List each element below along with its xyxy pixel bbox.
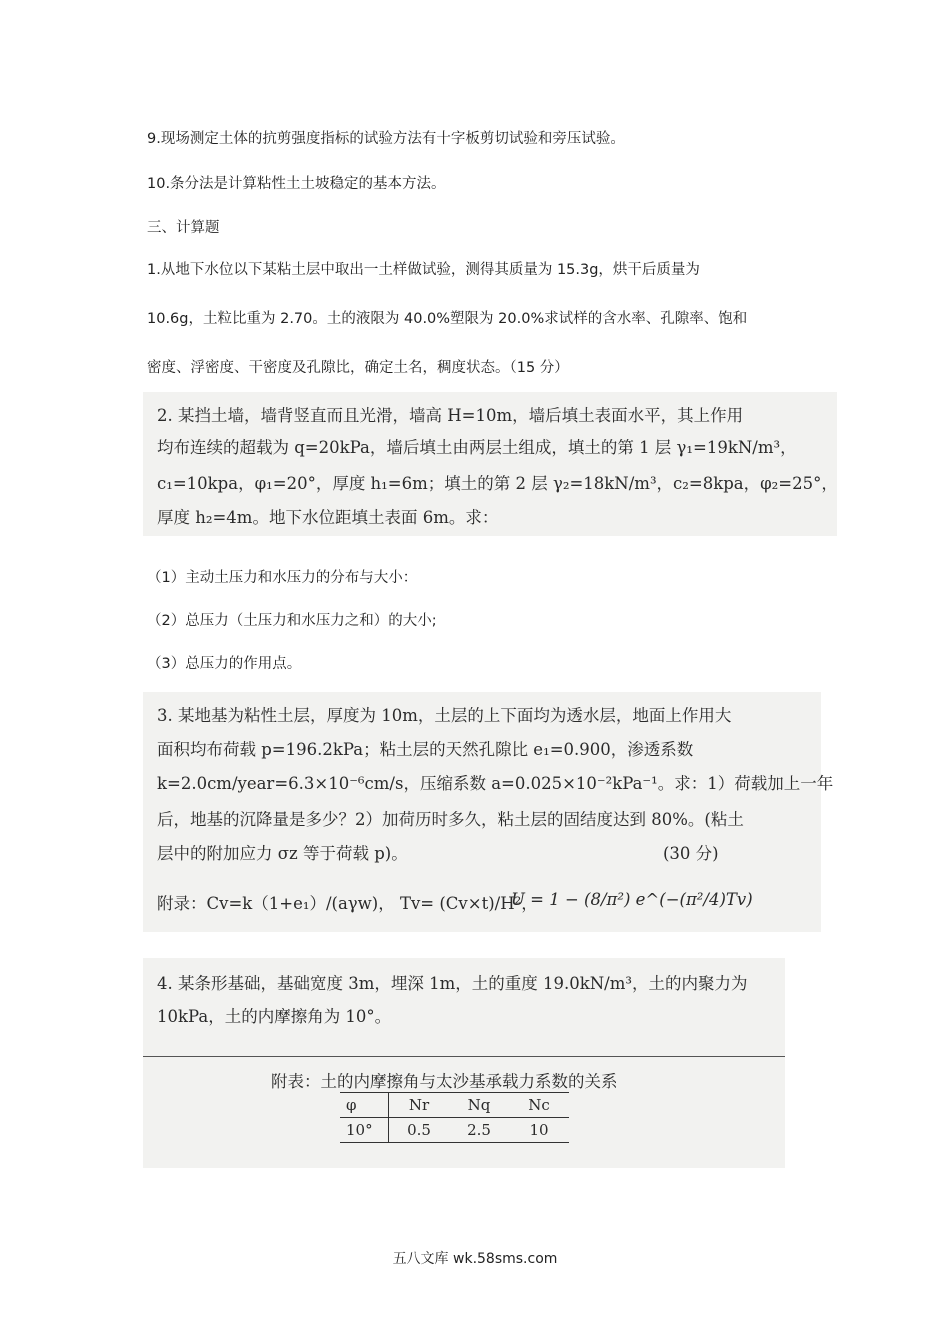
question-3-row-1: 3. 某地基为粘性土层，厚度为 10m，土层的上下面均为透水层，地面上作用大 (157, 706, 732, 725)
table-cell: 10° (340, 1118, 389, 1143)
table-header-row (340, 1093, 569, 1118)
question-1-line-1: 1.从地下水位以下某粘土层中取出一土样做试验，测得其质量为 15.3g，烘干后质量为 (147, 262, 700, 278)
bearing-factor-table (340, 1092, 569, 1143)
question-3-scan (143, 692, 834, 932)
question-3-appendix: 附录：Cv=k（1+e₁）/(aγw)， Tv= (Cv×t)/H²， (157, 894, 538, 913)
question-3-score: (30 分) (663, 844, 719, 863)
question-3-row-3: k=2.0cm/year=6.3×10⁻⁶cm/s，压缩系数 a=0.025×10⁻²kPa⁻¹。求：1）荷载加上一年 (157, 774, 834, 793)
question-2-sub-2: （2）总压力（土压力和水压力之和）的大小; (147, 613, 437, 629)
question-2-sub-3: （3）总压力的作用点。 (147, 656, 302, 672)
question-3-row-5: 层中的附加应力 σz 等于荷载 p)。 (157, 844, 408, 863)
footer-watermark: 五八文库 wk.58sms.com (392, 1251, 558, 1267)
table-cell: 0.5 (389, 1118, 450, 1143)
question-4-row-2: 10kPa，土的内摩擦角为 10°。 (157, 1007, 392, 1026)
header-cell: φ (340, 1093, 389, 1118)
question-1-line-3: 密度、浮密度、干密度及孔隙比，确定土名，稠度状态。（15 分） (147, 360, 569, 376)
divider (143, 1056, 785, 1057)
item-9: 9.现场测定土体的抗剪强度指标的试验方法有十字板剪切试验和旁压试验。 (147, 131, 625, 147)
question-1-line-2: 10.6g，土粒比重为 2.70。土的液限为 40.0%塑限为 20.0%求试样的含水率、孔隙率、饱和 (147, 311, 748, 327)
consolidation-formula: U = 1 − (8/π²) e^(−(π²/4)Tv) (511, 890, 753, 909)
question-4-row-1: 4. 某条形基础，基础宽度 3m，埋深 1m，土的重度 19.0kN/m³，土的内聚力为 (157, 974, 748, 993)
header-cell: Nq (449, 1093, 509, 1118)
question-2-row-1: 2. 某挡土墙，墙背竖直而且光滑，墙高 H=10m，墙后填土表面水平，其上作用 (157, 406, 744, 425)
question-2-row-3: c₁=10kpa，φ₁=20°，厚度 h₁=6m；填土的第 2 层 γ₂=18kN/m³，c₂=8kpa，φ₂=25°， (157, 474, 838, 493)
question-4-scan (143, 958, 785, 1168)
header-cell: Nr (389, 1093, 450, 1118)
question-3-row-2: 面积均布荷载 p=196.2kPa；粘土层的天然孔隙比 e₁=0.900，渗透系数 (157, 740, 694, 759)
question-2-row-2: 均布连续的超载为 q=20kPa，墙后填土由两层土组成，填土的第 1 层 γ₁=19kN/m³， (157, 438, 797, 457)
table-cell: 10 (509, 1118, 569, 1143)
header-cell: Nc (509, 1093, 569, 1118)
table-title: 附表：土的内摩擦角与太沙基承载力系数的关系 (271, 1072, 618, 1091)
table-row (340, 1118, 569, 1143)
item-10: 10.条分法是计算粘性土土坡稳定的基本方法。 (147, 176, 446, 192)
question-2-sub-1: （1）主动土压力和水压力的分布与大小： (147, 570, 418, 586)
table-cell: 2.5 (449, 1118, 509, 1143)
question-2-row-4: 厚度 h₂=4m。地下水位距填土表面 6m。求： (157, 508, 499, 527)
question-2-scan (143, 392, 837, 536)
section-heading: 三、计算题 (147, 220, 220, 236)
question-3-row-4: 后，地基的沉降量是多少？2）加荷历时多久，粘土层的固结度达到 80%。(粘土 (157, 810, 744, 829)
